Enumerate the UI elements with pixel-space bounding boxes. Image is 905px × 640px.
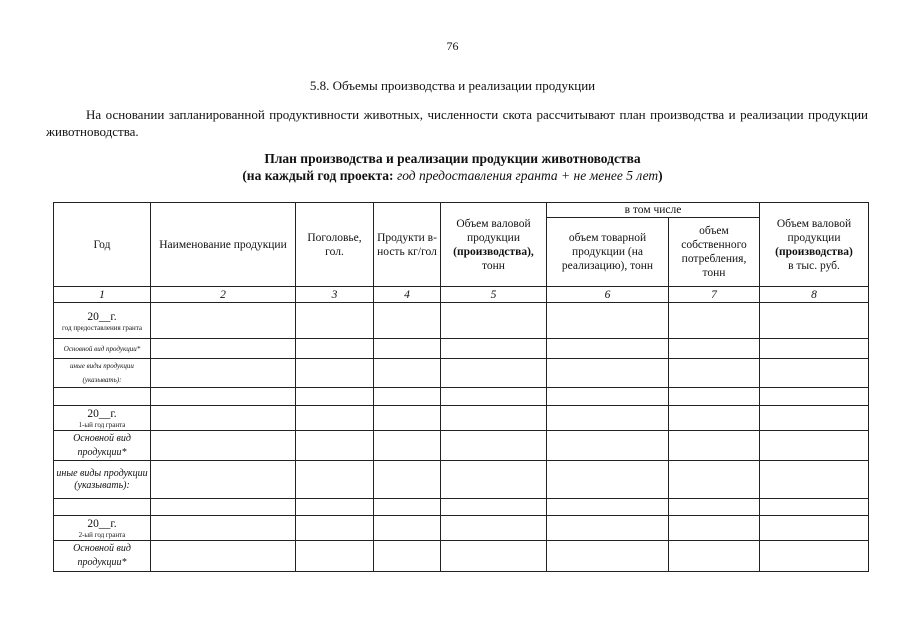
table-cell	[151, 499, 296, 516]
table-cell	[669, 499, 760, 516]
table-cell	[441, 516, 547, 541]
column-number-row	[54, 287, 869, 303]
table-cell	[547, 431, 669, 461]
table-cell	[374, 541, 441, 572]
table-cell	[296, 499, 374, 516]
header-gross-volume-post: тонн	[482, 259, 505, 272]
table-cell	[760, 388, 869, 406]
table-cell	[374, 388, 441, 406]
table-cell	[374, 461, 441, 499]
table-cell	[441, 339, 547, 359]
header-product-name: Наименование продукции	[151, 203, 296, 287]
year-cell	[54, 303, 151, 339]
table-cell	[760, 359, 869, 388]
table-row	[54, 516, 869, 541]
table-cell	[374, 303, 441, 339]
table-row	[54, 388, 869, 406]
table-row	[54, 303, 869, 339]
table-cell	[441, 303, 547, 339]
table-cell	[151, 339, 296, 359]
production-plan-table	[53, 202, 869, 572]
main-product-label: Основной вид продукции*	[54, 431, 151, 461]
table-cell	[54, 388, 151, 406]
plan-title-line2-end: )	[658, 168, 663, 183]
year-label: 20__г.	[87, 518, 117, 530]
table-cell	[547, 541, 669, 572]
table-cell	[374, 499, 441, 516]
table-cell	[374, 339, 441, 359]
table-row	[54, 359, 869, 388]
table-cell	[669, 406, 760, 431]
year-label: 20__г.	[87, 408, 117, 420]
table-row	[54, 499, 869, 516]
header-gross-value-pre: Объем валовой продукции	[776, 217, 852, 244]
column-number: 8	[760, 287, 869, 303]
main-product-label: Основной вид продукции*	[54, 541, 151, 572]
table-cell	[760, 339, 869, 359]
table-cell	[760, 541, 869, 572]
table-cell	[760, 303, 869, 339]
header-own-use: объем собственного потребления, тонн	[669, 218, 760, 287]
other-products-label: иные виды продукции (указывать):	[54, 461, 151, 499]
header-gross-value	[760, 203, 869, 287]
table-cell	[374, 406, 441, 431]
header-including: в том числе	[547, 203, 760, 218]
header-gross-volume	[441, 203, 547, 287]
table-cell	[441, 461, 547, 499]
header-gross-value-post: в тыс. руб.	[788, 259, 840, 272]
table-cell	[441, 406, 547, 431]
year-label: 20__г.	[87, 310, 117, 323]
table-cell	[669, 339, 760, 359]
table-cell	[296, 461, 374, 499]
table-cell	[441, 388, 547, 406]
column-number: 2	[151, 287, 296, 303]
table-cell	[547, 339, 669, 359]
table-cell	[296, 516, 374, 541]
column-number: 6	[547, 287, 669, 303]
table-cell	[669, 359, 760, 388]
section-title: 5.8. Объемы производства и реализации продукции	[309, 78, 596, 93]
column-number: 4	[374, 287, 441, 303]
table-cell	[441, 359, 547, 388]
year-cell	[54, 516, 151, 541]
table-cell	[547, 406, 669, 431]
column-number: 7	[669, 287, 760, 303]
plan-title-line1: План производства и реализации продукции животноводства	[264, 151, 641, 166]
plan-title-line2-italic: год предоставления гранта + не менее 5 лет	[396, 168, 659, 183]
table-cell	[151, 359, 296, 388]
table-row	[54, 431, 869, 461]
table-cell	[296, 541, 374, 572]
column-number: 3	[296, 287, 374, 303]
table-cell	[760, 431, 869, 461]
plan-title-line2	[0, 167, 905, 184]
intro-paragraph: На основании запланированной продуктивности животных, численности скота рассчитывают план производства и реализации продукции животноводства.	[46, 107, 868, 139]
table-cell	[669, 516, 760, 541]
table-cell	[760, 499, 869, 516]
table-cell	[547, 388, 669, 406]
header-year: Год	[54, 203, 151, 287]
table-cell	[374, 431, 441, 461]
table-cell	[441, 499, 547, 516]
table-cell	[547, 461, 669, 499]
table-cell	[296, 388, 374, 406]
table-row	[54, 541, 869, 572]
table-cell	[54, 499, 151, 516]
table-row	[54, 461, 869, 499]
table-cell	[296, 431, 374, 461]
table-cell	[296, 359, 374, 388]
header-commodity: объем товарной продукции (на реализацию), тонн	[547, 218, 669, 287]
table-cell	[151, 541, 296, 572]
table-cell	[669, 461, 760, 499]
table-cell	[760, 461, 869, 499]
header-gross-value-bold: (производства)	[775, 245, 853, 258]
table-cell	[296, 303, 374, 339]
table-cell	[374, 516, 441, 541]
table-cell	[547, 516, 669, 541]
header-herd: Поголовье, гол.	[296, 203, 374, 287]
header-productivity: Продукти в-ность кг/гол	[374, 203, 441, 287]
table-cell	[151, 516, 296, 541]
table-cell	[151, 406, 296, 431]
table-cell	[669, 431, 760, 461]
header-gross-volume-pre: Объем валовой продукции	[456, 217, 531, 244]
table-cell	[547, 303, 669, 339]
table-cell	[669, 303, 760, 339]
year-note: год предоставления гранта	[62, 323, 142, 332]
table-cell	[547, 359, 669, 388]
main-product-label: Основной вид продукции*	[54, 339, 151, 359]
year-cell	[54, 406, 151, 431]
table-cell	[151, 303, 296, 339]
table-cell	[296, 406, 374, 431]
table-cell	[296, 339, 374, 359]
table-cell	[151, 431, 296, 461]
table-cell	[760, 516, 869, 541]
table-cell	[669, 388, 760, 406]
table-cell	[760, 406, 869, 431]
plan-title-line2-bold: (на каждый год проекта:	[242, 168, 394, 183]
year-note: 1-ый год гранта	[78, 421, 126, 429]
table-cell	[374, 359, 441, 388]
table-cell	[547, 499, 669, 516]
table-row	[54, 406, 869, 431]
column-number: 1	[54, 287, 151, 303]
page-number: 76	[446, 39, 459, 53]
table-cell	[669, 541, 760, 572]
table-row	[54, 339, 869, 359]
column-number: 5	[441, 287, 547, 303]
other-products-label: иные виды продукции (указывать):	[54, 359, 151, 388]
table-cell	[441, 431, 547, 461]
year-note: 2-ый год гранта	[78, 531, 126, 539]
table-cell	[441, 541, 547, 572]
plan-title	[0, 150, 905, 184]
header-gross-volume-bold: (производства),	[453, 245, 534, 258]
table-cell	[151, 461, 296, 499]
table-cell	[151, 388, 296, 406]
